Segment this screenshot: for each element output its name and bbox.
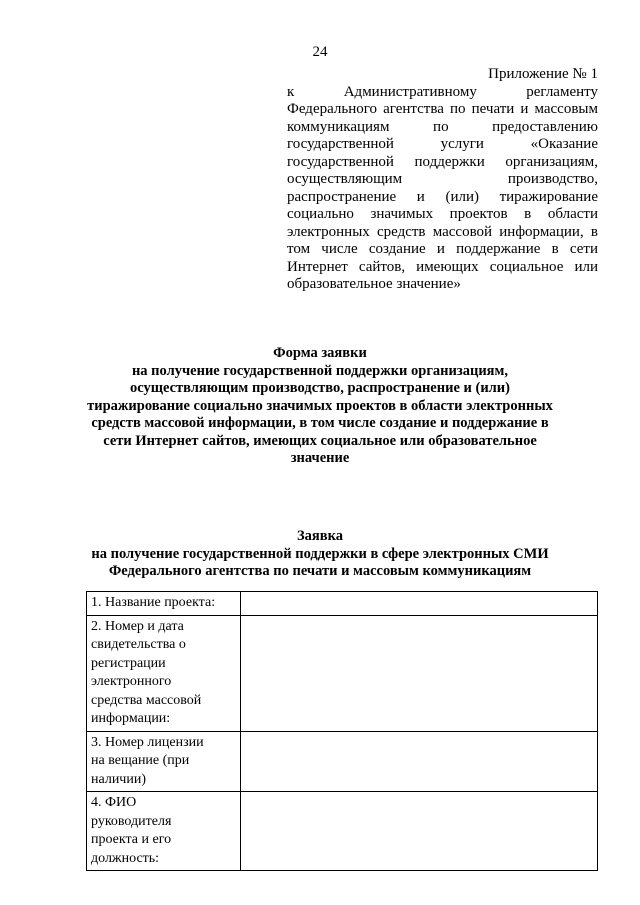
application-title-line: Заявка [297, 528, 343, 544]
license-field[interactable] [241, 731, 598, 792]
row-label-project-name [87, 592, 241, 616]
application-title-line: на получение государственной поддержки в сфере электронных СМИ [91, 545, 549, 562]
row-label-line: 4. ФИО [91, 795, 137, 810]
row-label-line: наличии) [91, 771, 146, 787]
form-title-line: Форма заявки [273, 345, 367, 361]
row-label-line: информации: [91, 711, 171, 726]
row-label-line: руководителя [91, 813, 172, 829]
appendix-line: к Административному регламенту [287, 83, 598, 100]
appendix-line: Интернет сайтов, имеющих социальное или [287, 258, 598, 275]
application-title [60, 528, 580, 581]
appendix-line: осуществляющим производство, [287, 171, 598, 187]
row-label-line: регистрации [91, 655, 166, 671]
row-label-line: 1. Название проекта: [91, 595, 216, 610]
appendix-line: государственной услуги «Оказание [287, 136, 598, 152]
row-label-line: 3. Номер лицензии [91, 734, 204, 750]
row-label-line: должность: [91, 850, 160, 866]
row-label-line: электронного [91, 674, 172, 689]
row-label-line: средства массовой [91, 692, 202, 708]
appendix-line: распространение и (или) тиражирование [287, 188, 598, 205]
row-label-registration [87, 615, 241, 731]
row-label-line: свидетельства о [91, 637, 186, 652]
appendix-title: Приложение № 1 [488, 66, 598, 82]
row-label-line: 2. Номер и дата [91, 618, 184, 634]
manager-field[interactable] [241, 792, 598, 871]
row-label-line: проекта и его [91, 832, 172, 847]
row-label-manager [87, 792, 241, 871]
appendix-line: государственной поддержки организациям, [287, 153, 598, 170]
appendix-line: коммуникациям по предоставлению [287, 118, 598, 135]
registration-field[interactable] [241, 615, 598, 731]
table-row [87, 615, 598, 731]
appendix-line: электронных средств массовой информации, в [287, 223, 598, 240]
form-title-line: средств массовой информации, в том числе создание и поддержание в [91, 415, 549, 431]
form-title-line: значение [290, 450, 350, 466]
appendix-line: Федерального агентства по печати и массовым [287, 101, 598, 117]
row-label-license [87, 731, 241, 792]
form-title [60, 345, 580, 468]
form-title-line: на получение государственной поддержки организациям, [131, 362, 509, 379]
form-title-line: тиражирование социально значимых проектов в области электронных [87, 397, 553, 414]
page-number: 24 [312, 44, 328, 60]
appendix-line: социально значимых проектов в области [287, 206, 598, 222]
project-name-field[interactable] [241, 592, 598, 616]
table-row [87, 792, 598, 871]
table-row [87, 592, 598, 616]
form-title-line: сети Интернет сайтов, имеющих социальное или образовательное [103, 432, 537, 449]
table-row [87, 731, 598, 792]
application-form-table [86, 591, 598, 871]
appendix-line: том числе создание и поддержание в сети [287, 241, 598, 257]
appendix-line: образовательное значение» [287, 276, 461, 292]
application-title-line: Федерального агентства по печати и массовым коммуникациям [108, 563, 532, 579]
row-label-line: на вещание (при [91, 753, 190, 768]
appendix-header [287, 66, 598, 294]
form-title-line: осуществляющим производство, распространение и (или) [129, 380, 510, 396]
